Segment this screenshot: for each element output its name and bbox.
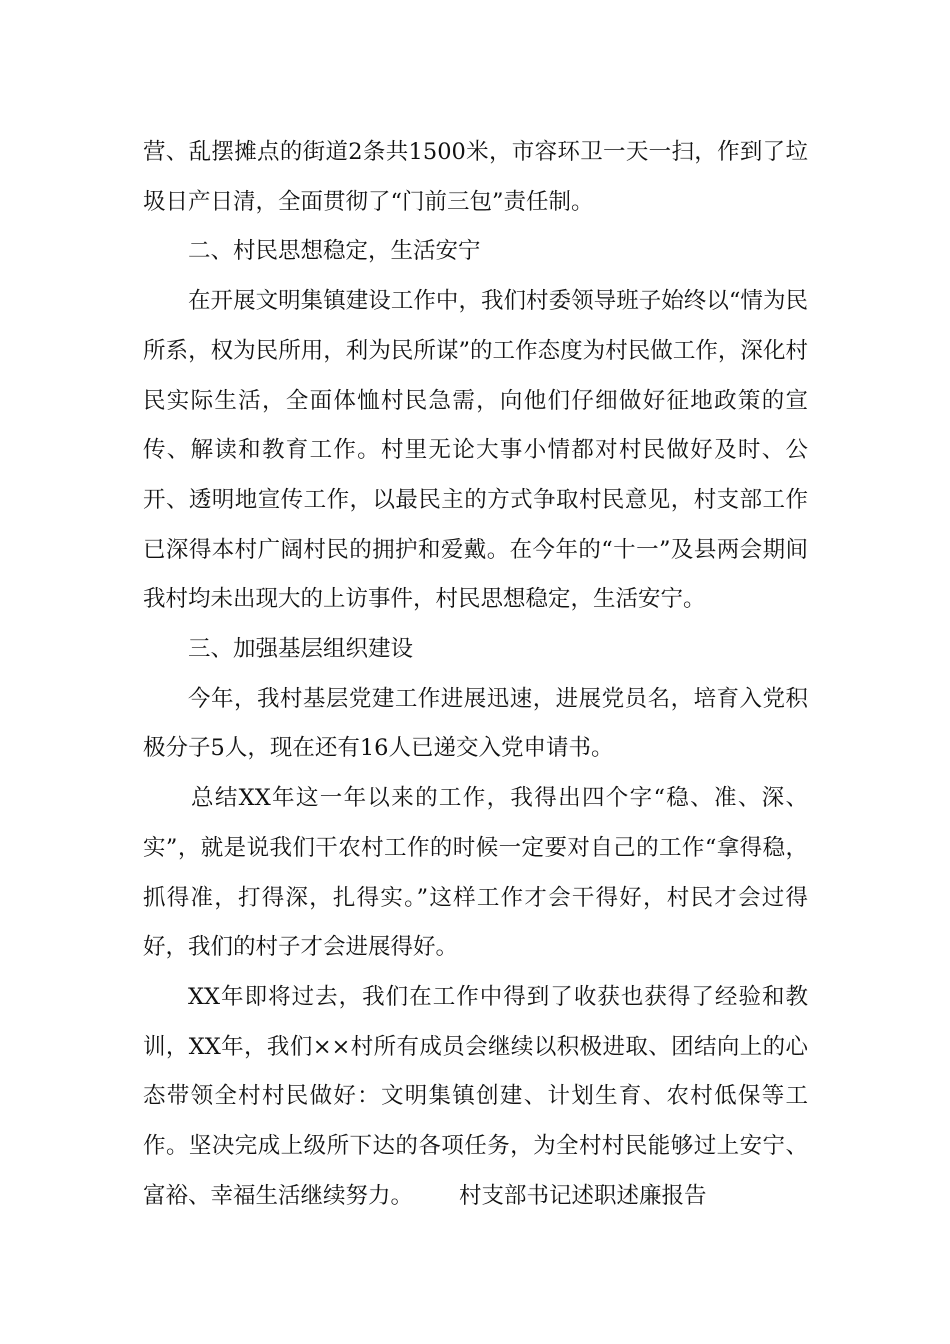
paragraph-civilization-work: 在开展文明集镇建设工作中，我们村委领导班子始终以“情为民所系，权为民所用，利为民所谋”的工作态度为村民做工作，深化村民实际生活，全面体恤村民急需，向他们仔细做好征地政策的宣传、解读和教育工作。村里无论大事小情都对村民做好及时、公开、透明地宣传工作，以最民主的方式争取村民意见，村支部工作已深得本村广阔村民的拥护和爱戴。在今年的“十一”及县两会期间我村均未出现大的上访事件，村民思想稳定，生活安宁。 <box>143 288 808 613</box>
paragraph-outlook <box>143 973 808 1222</box>
section-heading-3: 三、加强基层组织建设 <box>188 636 414 663</box>
trailing-title: 村支部书记述职述廉报告 <box>459 1182 707 1209</box>
paragraph-continuation: 营、乱摆摊点的街道2条共1500米，市容环卫一天一扫，作到了垃圾日产日清，全面贯彻了“门前三包”责任制。 <box>143 139 808 215</box>
document-page <box>143 128 808 1221</box>
section-heading-2: 二、村民思想稳定，生活安宁 <box>188 238 481 265</box>
paragraph-summary: 总结XX年这一年以来的工作，我得出四个字“稳、准、深、实”，就是说我们干农村工作的时候一定要对自己的工作“拿得稳，抓得准，打得深，扎得实。”这样工作才会干得好，村民才会过得好，我们的村子才会进展得好。 <box>143 785 808 961</box>
paragraph-outlook-text: XX年即将过去，我们在工作中得到了收获也获得了经验和教训，XX年，我们××村所有成员会继续以积极进取、团结向上的心态带领全村村民做好：文明集镇创建、计划生育、农村低保等工作。坚决完成上级所下达的各项任务，为全村村民能够过上安宁、富裕、幸福生活继续努力。 <box>143 983 808 1209</box>
paragraph-party-building: 今年，我村基层党建工作进展迅速，进展党员名，培育入党积极分子5人，现在还有16人已递交入党申请书。 <box>143 685 808 762</box>
